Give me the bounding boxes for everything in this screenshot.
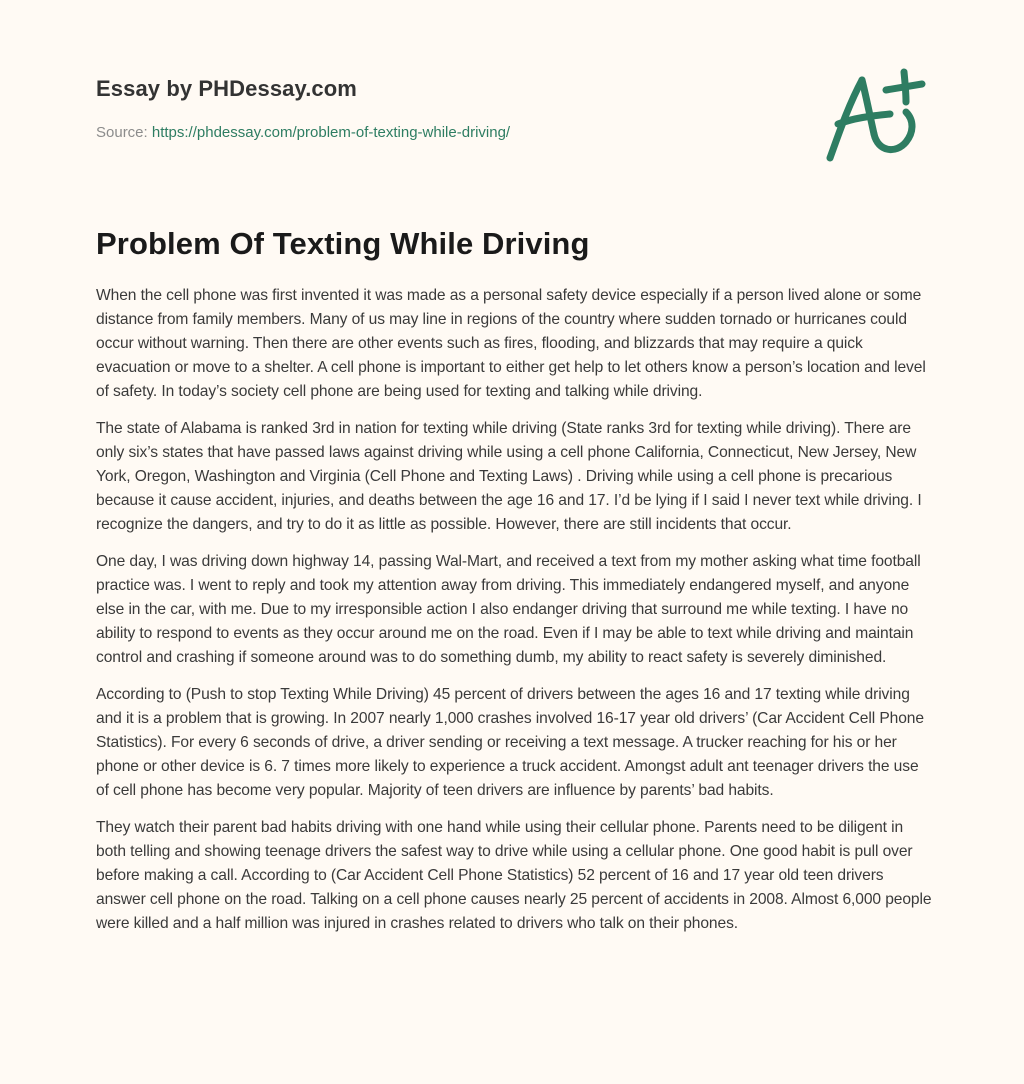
essay-paragraph: The state of Alabama is ranked 3rd in nation for texting while driving (State ranks 3rd for texting while driving). There are only six’s states that have passed laws against driving while using a cell phone California, Connecticut, New Jersey, New York, Oregon, Washington and Virginia (Cell Phone and Texting Laws) . Driving while using a cell phone is precarious because it cause accident, injuries, and deaths between the age 16 and 17. I’d be lying if I said I never text while driving. I recognize the dangers, and try to do it as little as possible. However, there are still incidents that occur. (96, 420, 922, 533)
page-header (96, 0, 928, 200)
essay-body (96, 284, 932, 949)
essay-page (96, 0, 932, 932)
source-line (96, 124, 510, 141)
essay-paragraph: When the cell phone was first invented it was made as a personal safety device especially if a person lived alone or some distance from family members. Many of us may line in regions of the country where sudden tornado or hurricanes could occur without warning. Then there are other events such as fires, flooding, and blizzards that may require a quick evacuation or move to a shelter. A cell phone is important to either get help to let others know a person’s location and level of safety. In today’s society cell phone are being used for texting and talking while driving. (96, 287, 926, 400)
essay-title: Problem Of Texting While Driving (96, 226, 590, 261)
brand-title: Essay by PHDessay.com (96, 76, 357, 101)
a-plus-grade-icon (826, 66, 930, 166)
essay-paragraph: They watch their parent bad habits driving with one hand while using their cellular phone. Parents need to be diligent in both telling and showing teenage drivers the safest way to drive while using a cellular phone. One good habit is pull over before making a call. According to (Car Accident Cell Phone Statistics) 52 percent of 16 and 17 year old teen drivers answer cell phone on the road. Talking on a cell phone causes nearly 25 percent of accidents in 2008. Almost 6,000 people were killed and a half million was injured in crashes related to drivers who talk on their phones. (96, 819, 932, 932)
source-link[interactable]: https://phdessay.com/problem-of-texting-while-driving/ (151, 124, 511, 141)
essay-paragraph: According to (Push to stop Texting While Driving) 45 percent of drivers between the ages 16 and 17 texting while driving and it is a problem that is growing. In 2007 nearly 1,000 crashes involved 16-17 year old drivers’ (Car Accident Cell Phone Statistics). For every 6 seconds of drive, a driver sending or receiving a text message. A trucker reaching for his or her phone or other device is 6. 7 times more likely to experience a truck accident. Amongst adult ant teenager drivers the use of cell phone has become very popular. Majority of teen drivers are influence by parents’ bad habits. (96, 686, 924, 799)
essay-paragraph: One day, I was driving down highway 14, passing Wal-Mart, and received a text from my mother asking what time football practice was. I went to reply and took my attention away from driving. This immediately endangered myself, and anyone else in the car, with me. Due to my irresponsible action I also endanger driving that surround me while texting. I have no ability to respond to events as they occur around me on the road. Even if I may be able to text while driving and maintain control and crashing if someone around was to do something dumb, my ability to react safety is severely diminished. (96, 553, 921, 666)
source-label: Source: (96, 124, 148, 141)
